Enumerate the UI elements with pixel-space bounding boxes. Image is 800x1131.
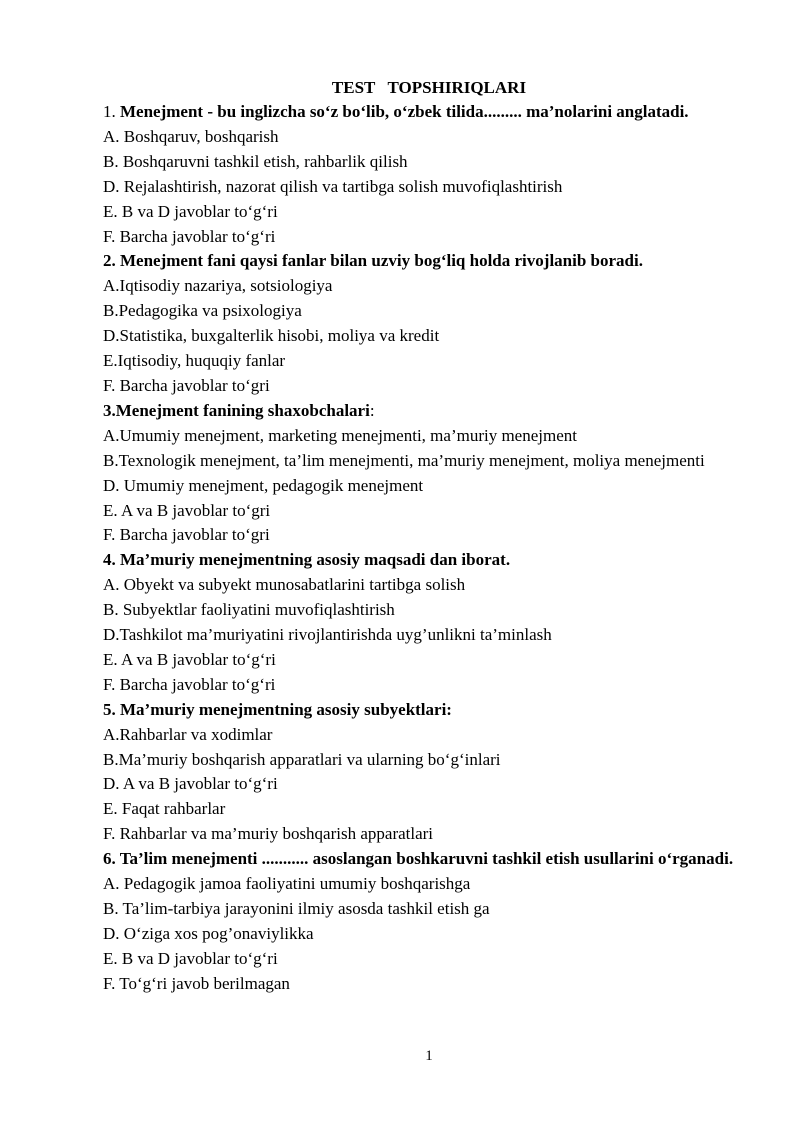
option: B.Texnologik menejment, ta’lim menejmenti, ma’muriy menejment, moliya menejmenti <box>103 450 705 470</box>
option: F. Barcha javoblar to‘g‘ri <box>103 226 276 246</box>
option: A. Obyekt va subyekt munosabatlarini tartibga solish <box>103 575 466 595</box>
question-text: Menejment fani qaysi fanlar bilan uzviy bog‘liq holda rivojlanib boradi. <box>115 251 643 271</box>
question-5 <box>103 698 754 723</box>
question-text: Ta’lim menejmenti ........... asoslangan boshkaruvni tashkil etish usullarini o‘rganadi. <box>115 849 734 869</box>
question-text: Ma’muriy menejmentning asosiy subyektlari: <box>115 699 452 719</box>
option: F. Rahbarlar va ma’muriy boshqarish apparatlari <box>103 824 434 844</box>
question-suffix: : <box>369 400 375 420</box>
question-3 <box>103 399 754 424</box>
option: E. B va D javoblar to‘g‘ri <box>103 201 278 221</box>
option: D.Tashkilot ma’muriyatini rivojlantirishda uyg’unlikni ta’minlash <box>103 625 552 645</box>
question-number: 5. <box>103 699 116 719</box>
option: D. Umumiy menejment, pedagogik menejment <box>103 475 424 495</box>
option: D. O‘ziga xos pog’onaviylikka <box>103 923 314 943</box>
option: E.Iqtisodiy, huquqiy fanlar <box>103 351 286 371</box>
option: B. Boshqaruvni tashkil etish, rahbarlik qilish <box>103 151 408 171</box>
option: B. Subyektlar faoliyatini muvofiqlashtirish <box>103 600 395 620</box>
option: B.Pedagogika va psixologiya <box>103 301 302 321</box>
option: E. A va B javoblar to‘gri <box>103 500 271 520</box>
question-1 <box>103 100 754 125</box>
option: D.Statistika, buxgalterlik hisobi, moliya va kredit <box>103 326 440 346</box>
option: E. Faqat rahbarlar <box>103 799 226 819</box>
question-number: 3. <box>103 400 116 420</box>
question-list <box>103 100 754 997</box>
option: A. Boshqaruv, boshqarish <box>103 126 279 146</box>
question-number: 1. <box>103 102 116 121</box>
question-2 <box>103 249 754 274</box>
page-number: 1 <box>425 1048 433 1064</box>
option: B.Ma’muriy boshqarish apparatlari va ularning bo‘g‘inlari <box>103 749 501 769</box>
option: F. To‘g‘ri javob berilmagan <box>103 973 290 993</box>
question-6 <box>103 847 754 872</box>
question-text: Menejment - bu inglizcha so‘z bo‘lib, o‘zbek tilida......... ma’nolarini anglatadi. <box>115 102 689 121</box>
option: F. Barcha javoblar to‘g‘ri <box>103 674 276 694</box>
question-number: 4. <box>103 550 116 570</box>
option: A. Pedagogik jamoa faoliyatini umumiy boshqarishga <box>103 874 471 894</box>
option: F. Barcha javoblar to‘gri <box>103 375 270 395</box>
option: A.Umumiy menejment, marketing menejmenti, ma’muriy menejment <box>103 425 577 445</box>
option: E. A va B javoblar to‘g‘ri <box>103 649 276 669</box>
page-title: TEST TOPSHIRIQLARI <box>331 78 527 97</box>
question-number: 2. <box>103 251 116 271</box>
option: D. A va B javoblar to‘g‘ri <box>103 774 278 794</box>
option: A.Rahbarlar va xodimlar <box>103 724 273 744</box>
question-text: Menejment fanining shaxobchalari <box>115 400 370 420</box>
question-4 <box>103 548 754 573</box>
question-number: 6. <box>103 849 116 869</box>
question-text: Ma’muriy menejmentning asosiy maqsadi dan iborat. <box>115 550 511 570</box>
option: B. Ta’lim-tarbiya jarayonini ilmiy asosda tashkil etish ga <box>103 899 490 918</box>
option: D. Rejalashtirish, nazorat qilish va tartibga solish muvofiqlashtirish <box>103 176 563 196</box>
option: A.Iqtisodiy nazariya, sotsiologiya <box>103 276 333 296</box>
option: F. Barcha javoblar to‘gri <box>103 525 270 545</box>
option: E. B va D javoblar to‘g‘ri <box>103 948 278 968</box>
